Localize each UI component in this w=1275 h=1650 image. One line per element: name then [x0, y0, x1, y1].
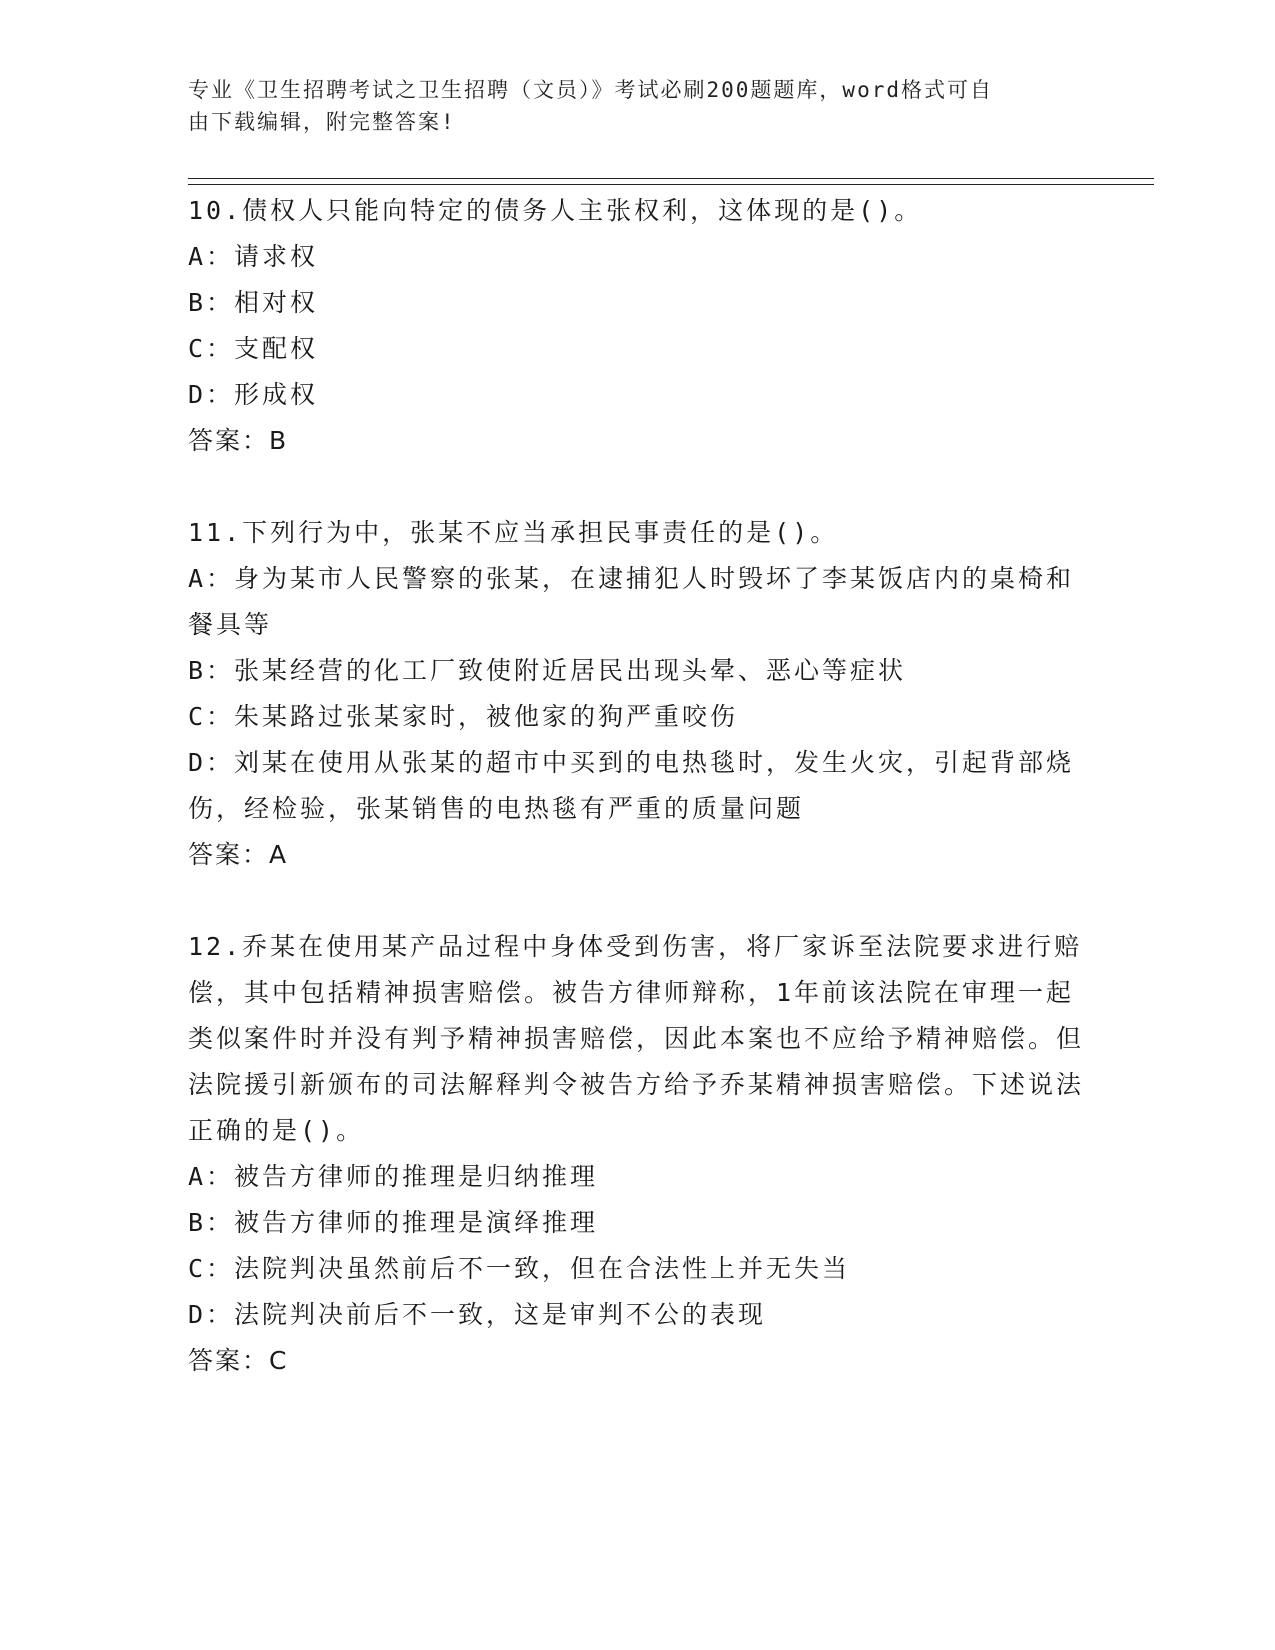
option-d: D：法院判决前后不一致，这是审判不公的表现: [188, 1300, 767, 1329]
option-c: C：支配权: [188, 334, 319, 363]
answer-label: 答案：C: [188, 1346, 289, 1375]
question-list: [188, 188, 1088, 1384]
answer-label: 答案：B: [188, 426, 289, 455]
question-11: [188, 510, 1088, 878]
question-stem: 10.债权人只能向特定的债务人主张权利，这体现的是()。: [188, 196, 923, 225]
option-a: A：身为某市人民警察的张某，在逮捕犯人时毁坏了李某饭店内的桌椅和餐具等: [188, 564, 1075, 639]
document-header: [188, 74, 1088, 138]
option-b: B：相对权: [188, 288, 319, 317]
header-line-1: 专业《卫生招聘考试之卫生招聘（文员）》考试必刷200题题库，word格式可自: [188, 78, 993, 102]
question-stem: 12.乔某在使用某产品过程中身体受到伤害，将厂家诉至法院要求进行赔偿，其中包括精神损害赔偿。被告方律师辩称，1年前该法院在审理一起类似案件时并没有判予精神损害赔偿，因此本案也不应给予精神赔偿。但法院援引新颁布的司法解释判令被告方给予乔某精神损害赔偿。下述说法正确的是()。: [188, 932, 1085, 1145]
option-b: B：被告方律师的推理是演绎推理: [188, 1208, 599, 1237]
header-divider-bottom: [188, 184, 1154, 185]
answer-label: 答案：A: [188, 840, 289, 869]
question-12: [188, 924, 1088, 1384]
option-b: B：张某经营的化工厂致使附近居民出现头晕、恶心等症状: [188, 656, 907, 685]
option-a: A：请求权: [188, 242, 319, 271]
option-c: C：法院判决虽然前后不一致，但在合法性上并无失当: [188, 1254, 851, 1283]
question-stem: 11.下列行为中，张某不应当承担民事责任的是()。: [188, 518, 839, 547]
option-c: C：朱某路过张某家时，被他家的狗严重咬伤: [188, 702, 739, 731]
question-10: [188, 188, 1088, 464]
option-d: D：形成权: [188, 380, 319, 409]
option-a: A：被告方律师的推理是归纳推理: [188, 1162, 599, 1191]
header-line-2: 由下载编辑，附完整答案!: [188, 110, 456, 134]
header-divider-top: [188, 178, 1154, 179]
option-d: D：刘某在使用从张某的超市中买到的电热毯时，发生火灾，引起背部烧伤，经检验，张某销售的电热毯有严重的质量问题: [188, 748, 1075, 823]
